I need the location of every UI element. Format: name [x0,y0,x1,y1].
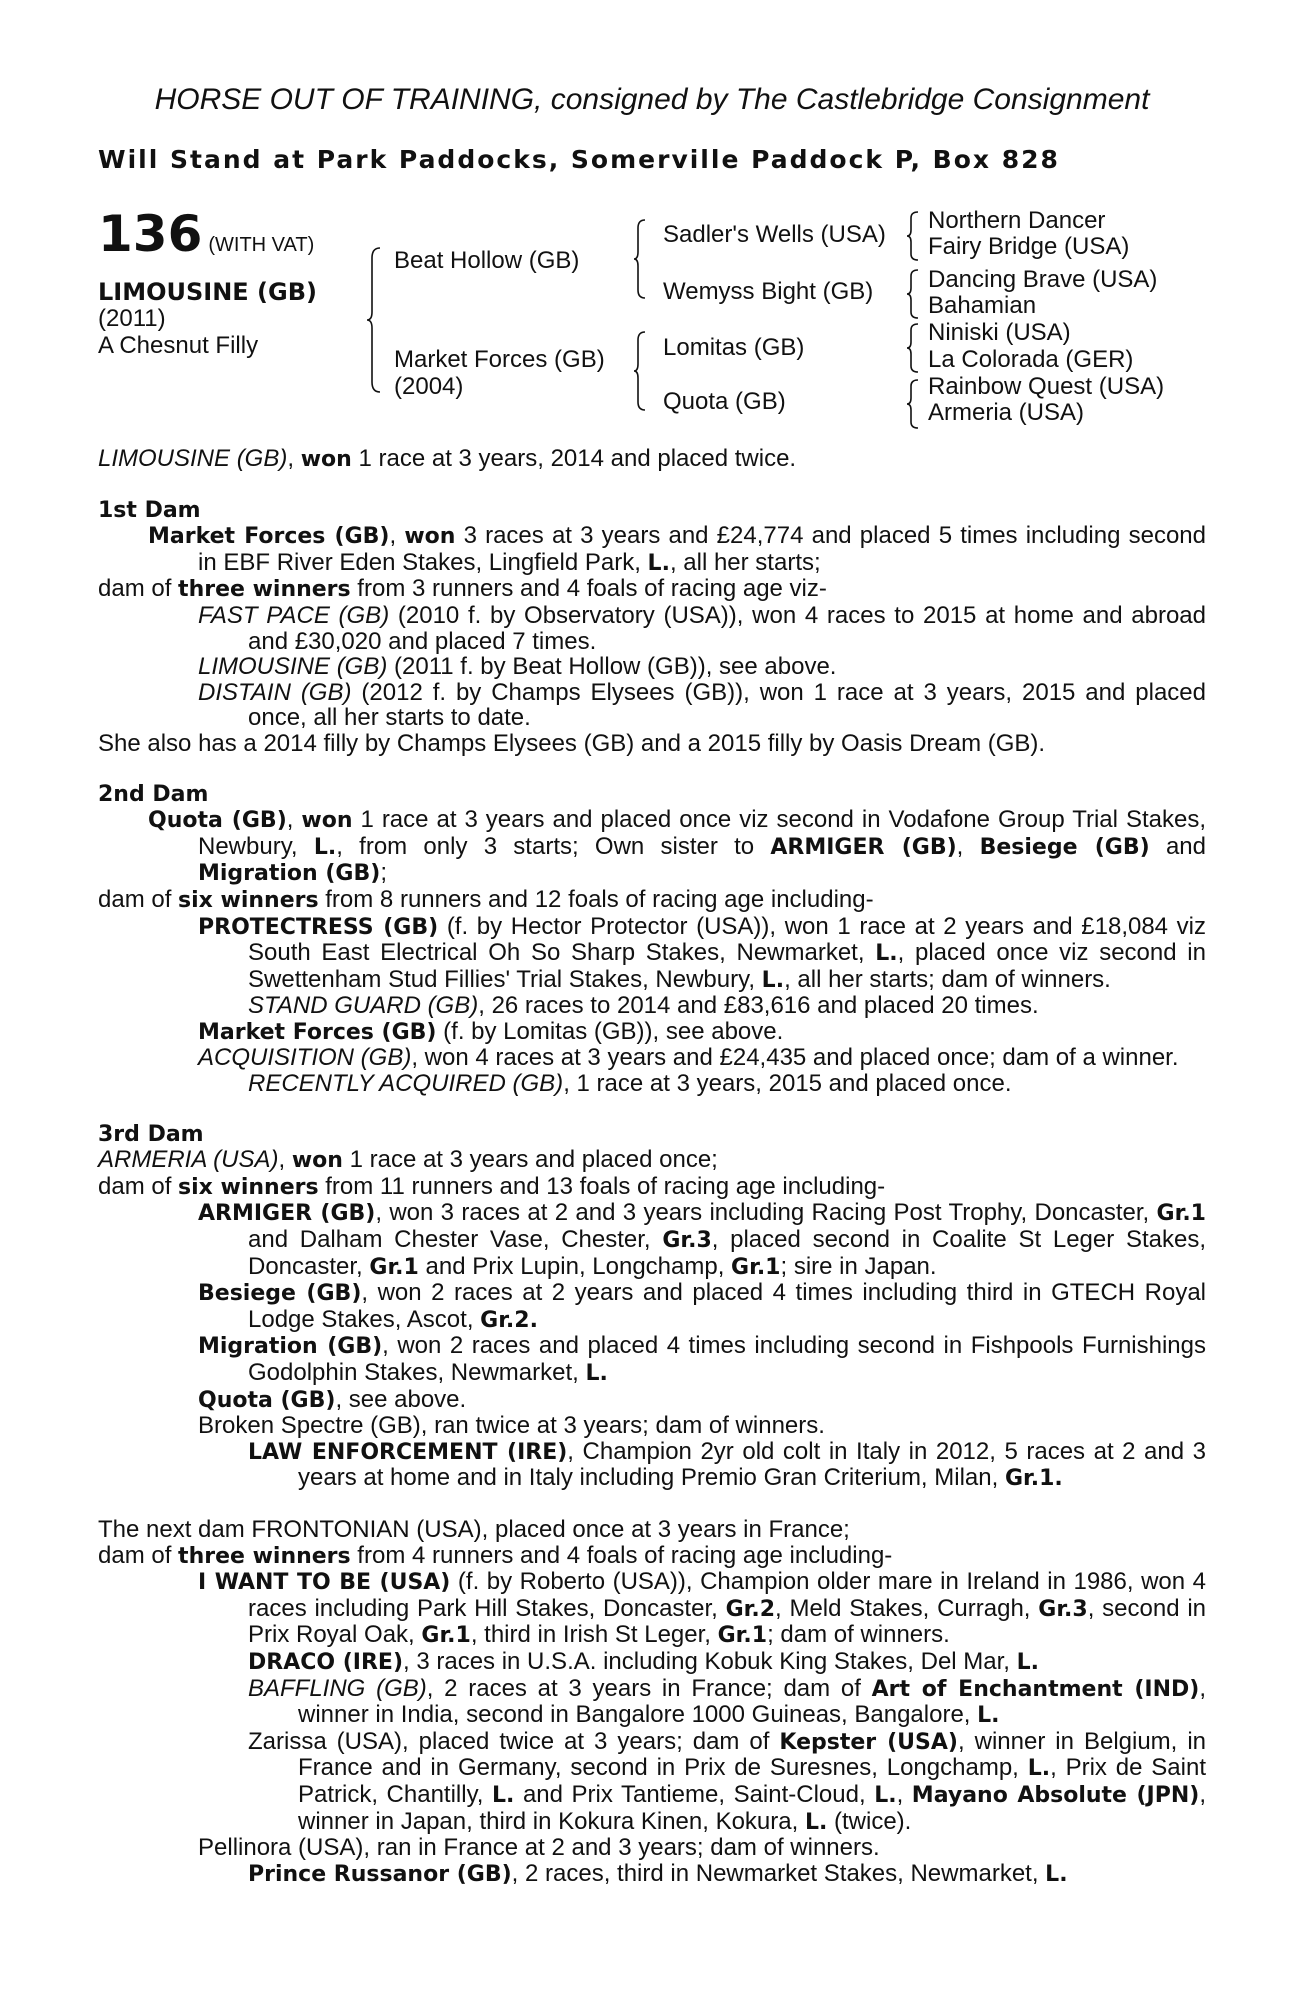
next-dam-produce-5a: Prince Russanor (GB), 2 races, third in Newmarket Stakes, Newmarket, L. [248,1859,1068,1887]
pedigree-dd-dam: Armeria (USA) [928,399,1085,426]
third-dam-produce-1: ARMIGER (GB), won 3 races at 2 and 3 years including Racing Post Trophy, Doncaster, Gr.1 and Dalham Chester Vase, Chester, Gr.3, placed second in Coalite St Leger Stakes, Doncaster, Gr.1 and Prix Lupin, Longchamp, Gr.1; sire in Japan. [198,1199,1206,1280]
third-dam-produce-summary: dam of six winners from 11 runners and 13 foals of racing age including- [98,1172,886,1200]
second-dam-produce-3a: RECENTLY ACQUIRED (GB), 1 race at 3 years, 2015 and placed once. [248,1070,1012,1098]
pedigree-dd-sire: Rainbow Quest (USA) [928,373,1165,400]
second-dam-produce-1: PROTECTRESS (GB) (f. by Hector Protector (USA)), won 1 race at 2 years and £18,084 viz South East Electrical Oh So Sharp Stakes, Newmarket, L., placed once viz second in Swettenham Stud Fillies' Trial Stakes, Newbury, L., all her starts; dam of winners. [198,912,1206,993]
next-dam-produce-2: DRACO (IRE), 3 races in U.S.A. including Kobuk King Stakes, Del Mar, L. [248,1647,1040,1675]
third-dam-record: ARMERIA (USA), won 1 race at 3 years and placed once; [98,1146,718,1174]
next-dam-produce-3: BAFFLING (GB), 2 races at 3 years in France; dam of Art of Enchantment (IND), winner in India, second in Bangalore 1000 Guineas, Bangalore, L. [248,1674,1206,1729]
second-dam-record: Quota (GB), won 1 race at 3 years and placed once viz second in Vodafone Group Trial Stakes, Newbury, L., from only 3 starts; Own sister to ARMIGER (GB), Besiege (GB) and Migration (GB); [148,806,1207,887]
pedigree-brace-sd [906,268,920,320]
pedigree-brace-ds [906,322,920,374]
first-dam-heading: 1st Dam [98,497,201,523]
pedigree-sire: Beat Hollow (GB) [394,247,580,274]
pedigree-sire-sire: Sadler's Wells (USA) [663,221,886,248]
stand-location: Will Stand at Park Paddocks, Somerville Paddock P, Box 828 [98,145,1060,174]
first-dam-produce-summary: dam of three winners from 3 runners and 4 foals of racing age viz- [98,575,827,603]
pedigree-ds-sire: Niniski (USA) [928,319,1071,346]
third-dam-produce-2: Besiege (GB), won 2 races at 2 years and placed 4 times including third in GTECH Royal Lodge Stakes, Ascot, Gr.2. [198,1279,1206,1333]
second-dam-heading: 2nd Dam [98,781,209,807]
next-dam-produce-1: I WANT TO BE (USA) (f. by Roberto (USA)), Champion older mare in Ireland in 1986, won 4 races including Park Hill Stakes, Doncaster, Gr.2, Meld Stakes, Curragh, Gr.3, second in Prix Royal Oak, Gr.1, third in Irish St Leger, Gr.1; dam of winners. [198,1568,1207,1649]
pedigree-sd-sire: Dancing Brave (USA) [928,266,1158,293]
first-dam-produce-3: DISTAIN (GB) (2012 f. by Champs Elysees (GB)), won 1 race at 3 years, 2015 and placed once, all her starts to date. [198,678,1206,732]
pedigree-dam: Market Forces (GB) [394,346,605,373]
horse-year: (2011) [98,305,166,332]
pedigree-brace-sire [633,218,647,300]
pedigree-ds-dam: La Colorada (GER) [928,346,1134,373]
pedigree-ss-sire: Northern Dancer [928,207,1106,234]
pedigree-brace-ss [906,210,920,262]
next-dam-produce-4: Zarissa (USA), placed twice at 3 years; dam of Kepster (USA), winner in Belgium, in France and in Germany, second in Prix de Suresnes, Longchamp, L., Prix de Saint Patrick, Chantilly, L. and Prix Tantieme, Saint-Cloud, L., Mayano Absolute (JPN), winner in Japan, third in Kokura Kinen, Kokura, L. (twice). [248,1727,1207,1835]
pedigree-dam-sire: Lomitas (GB) [663,334,805,361]
lot-header [98,205,314,263]
third-dam-heading: 3rd Dam [98,1121,204,1147]
pedigree-dam-dam: Quota (GB) [663,388,786,415]
second-dam-produce-summary: dam of six winners from 8 runners and 12 foals of racing age including- [98,885,874,913]
lot-number: 136 [98,205,203,263]
horse-name: LIMOUSINE (GB) [98,278,317,306]
third-dam-produce-4: Quota (GB), see above. [198,1385,467,1413]
horse-description: A Chesnut Filly [98,332,259,359]
next-dam-produce-summary: dam of three winners from 4 runners and 4 foals of racing age including- [98,1541,893,1569]
first-dam-record: Market Forces (GB), won 3 races at 3 years and £24,774 and placed 5 times including second in EBF River Eden Stakes, Lingfield Park, L., all her starts; [148,522,1206,576]
third-dam-produce-5: Broken Spectre (GB), ran twice at 3 years; dam of winners. [198,1412,825,1440]
pedigree-brace-dd [906,378,920,430]
catalogue-body [98,446,1206,1887]
third-dam-produce-3: Migration (GB), won 2 races and placed 4 times including second in Fishpools Furnishings Godolphin Stakes, Newmarket, L. [198,1332,1206,1386]
pedigree-ss-dam: Fairy Bridge (USA) [928,233,1130,260]
page-title: HORSE OUT OF TRAINING, consigned by The Castlebridge Consignment [154,83,1150,116]
next-dam-produce-5: Pellinora (USA), ran in France at 2 and 3 years; dam of winners. [198,1834,880,1862]
second-dam-produce-2: Market Forces (GB) (f. by Lomitas (GB)), see above. [198,1017,784,1045]
second-dam-produce-3: ACQUISITION (GB), won 4 races at 3 years and £24,435 and placed once; dam of a winner. [198,1044,1179,1072]
pedigree-sire-dam: Wemyss Bight (GB) [663,278,874,305]
lot-vat: (WITH VAT) [208,234,315,256]
first-dam-produce-2: LIMOUSINE (GB) (2011 f. by Beat Hollow (GB)), see above. [198,653,837,681]
summary-line: LIMOUSINE (GB), won 1 race at 3 years, 2014 and placed twice. [98,445,797,472]
first-dam-also: She also has a 2014 filly by Champs Elysees (GB) and a 2015 filly by Oasis Dream (GB). [98,729,1046,757]
pedigree-brace-dam [633,330,647,412]
pedigree-dam-year: (2004) [394,373,464,400]
next-dam-intro: The next dam FRONTONIAN (USA), placed once at 3 years in France; [98,1515,850,1543]
second-dam-produce-1a: STAND GUARD (GB), 26 races to 2014 and £83,616 and placed 20 times. [248,992,1039,1020]
first-dam-produce-1: FAST PACE (GB) (2010 f. by Observatory (USA)), won 4 races to 2015 at home and abroad and £30,020 and placed 7 times. [198,601,1206,655]
pedigree-sd-dam: Bahamian [928,292,1037,319]
third-dam-produce-5a: LAW ENFORCEMENT (IRE), Champion 2yr old colt in Italy in 2012, 5 races at 2 and 3 years at home and in Italy including Premio Gran Criterium, Milan, Gr.1. [248,1437,1206,1492]
pedigree-brace-main [366,246,382,394]
